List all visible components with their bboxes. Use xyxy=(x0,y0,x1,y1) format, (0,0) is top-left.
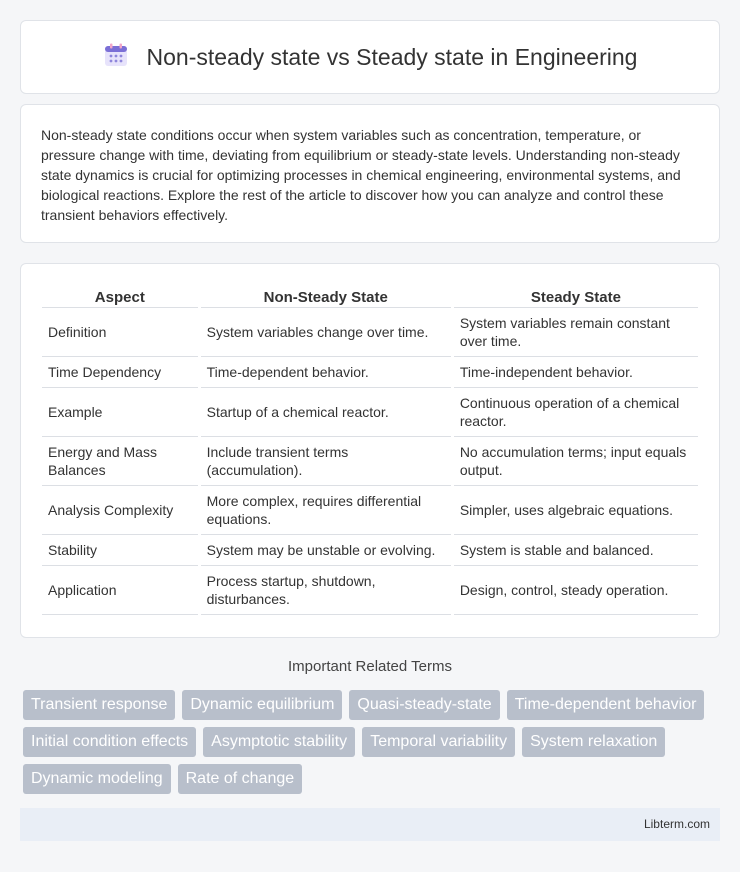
cell-aspect: Time Dependency xyxy=(42,357,198,388)
cell-steady: Design, control, steady operation. xyxy=(454,566,698,615)
cell-aspect: Analysis Complexity xyxy=(42,486,198,535)
cell-non-steady: Startup of a chemical reactor. xyxy=(201,388,451,437)
table-row xyxy=(42,486,698,535)
header-aspect: Aspect xyxy=(42,285,198,308)
tag-temporal-variability[interactable]: Temporal variability xyxy=(362,727,515,757)
cell-steady: Time-independent behavior. xyxy=(454,357,698,388)
tag-system-relaxation[interactable]: System relaxation xyxy=(522,727,665,757)
cell-non-steady: More complex, requires differential equations. xyxy=(201,486,451,535)
related-terms-title: Important Related Terms xyxy=(288,658,452,675)
page-title: Non-steady state vs Steady state in Engineering xyxy=(146,43,638,70)
cell-non-steady: System variables change over time. xyxy=(201,308,451,357)
cell-steady: Continuous operation of a chemical reactor. xyxy=(454,388,698,437)
header-steady: Steady State xyxy=(454,285,698,308)
comparison-table-card xyxy=(20,263,720,638)
header-card xyxy=(20,20,720,94)
table-row xyxy=(42,308,698,357)
table-row xyxy=(42,357,698,388)
cell-aspect: Stability xyxy=(42,535,198,566)
cell-non-steady: Process startup, shutdown, disturbances. xyxy=(201,566,451,615)
tag-asymptotic-stability[interactable]: Asymptotic stability xyxy=(203,727,355,757)
tag-quasi-steady-state[interactable]: Quasi-steady-state xyxy=(349,690,499,720)
table-header-row xyxy=(42,285,698,308)
cell-non-steady: Include transient terms (accumulation). xyxy=(201,437,451,486)
cell-non-steady: System may be unstable or evolving. xyxy=(201,535,451,566)
cell-non-steady: Time-dependent behavior. xyxy=(201,357,451,388)
comparison-table xyxy=(39,285,701,615)
table-row xyxy=(42,437,698,486)
tag-time-dependent-behavior[interactable]: Time-dependent behavior xyxy=(507,690,705,720)
table-row xyxy=(42,535,698,566)
footer-site-link[interactable]: Libterm.com xyxy=(643,817,710,831)
cell-aspect: Application xyxy=(42,566,198,615)
related-terms-tags xyxy=(23,690,723,794)
tag-rate-of-change[interactable]: Rate of change xyxy=(178,764,303,794)
table-row xyxy=(42,566,698,615)
intro-card xyxy=(20,104,720,243)
cell-aspect: Definition xyxy=(42,308,198,357)
cell-steady: System is stable and balanced. xyxy=(454,535,698,566)
cell-aspect: Energy and Mass Balances xyxy=(42,437,198,486)
header-non-steady: Non-Steady State xyxy=(201,285,451,308)
cell-steady: No accumulation terms; input equals output. xyxy=(454,437,698,486)
cell-steady: System variables remain constant over time. xyxy=(454,308,698,357)
tag-transient-response[interactable]: Transient response xyxy=(23,690,175,720)
cell-aspect: Example xyxy=(42,388,198,437)
tag-dynamic-equilibrium[interactable]: Dynamic equilibrium xyxy=(182,690,342,720)
calendar-icon xyxy=(103,42,129,73)
tag-initial-condition-effects[interactable]: Initial condition effects xyxy=(23,727,196,757)
intro-text: Non-steady state conditions occur when system variables such as concentration, temperature, or pressure change with time, deviating from equilibrium or steady-state levels. Understanding non-steady state dynamics is crucial for optimizing processes in chemical engineering, environmental systems, and biological reactions. Explore the rest of the article to discover how you can analyze and control these transient behaviors effectively. xyxy=(41,127,681,223)
tag-dynamic-modeling[interactable]: Dynamic modeling xyxy=(23,764,171,794)
title-wrap xyxy=(103,42,638,73)
footer xyxy=(20,808,720,841)
table-row xyxy=(42,388,698,437)
cell-steady: Simpler, uses algebraic equations. xyxy=(454,486,698,535)
